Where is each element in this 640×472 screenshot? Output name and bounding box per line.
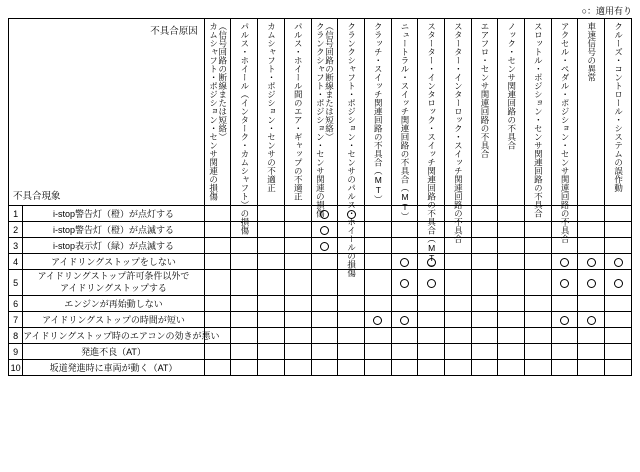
matrix-cell — [444, 312, 471, 328]
row-number: 2 — [9, 222, 23, 238]
matrix-cell — [578, 206, 605, 222]
matrix-cell — [525, 312, 552, 328]
matrix-cell — [498, 296, 525, 312]
matrix-cell — [311, 270, 338, 296]
cause-header-13 — [525, 19, 552, 218]
matrix-cell — [364, 296, 391, 312]
cause-header-label: スターター・インタロック・スイッチ関連回路の不具合（MT） — [426, 22, 437, 272]
matrix-cell — [525, 270, 552, 296]
matrix-cell — [498, 254, 525, 270]
applicable-circle-icon — [373, 316, 382, 325]
matrix-cell — [605, 296, 632, 312]
cause-header-5 — [311, 19, 338, 218]
matrix-cell — [284, 312, 311, 328]
matrix-cell — [605, 206, 632, 222]
matrix-cell — [418, 344, 445, 360]
matrix-cell — [284, 270, 311, 296]
cause-header-8 — [391, 19, 418, 221]
matrix-cell — [258, 254, 285, 270]
matrix-cell — [498, 360, 525, 376]
applicable-circle-icon — [400, 316, 409, 325]
matrix-cell — [498, 270, 525, 296]
matrix-cell — [525, 344, 552, 360]
matrix-cell — [258, 360, 285, 376]
matrix-cell — [498, 328, 525, 344]
table-header-row — [9, 19, 632, 206]
table-row — [9, 296, 632, 312]
matrix-cell — [311, 312, 338, 328]
applicable-circle-icon — [320, 226, 329, 235]
cause-header-4 — [284, 19, 311, 206]
matrix-cell — [498, 206, 525, 222]
matrix-cell — [338, 328, 365, 344]
matrix-cell — [471, 270, 498, 296]
row-number: 8 — [9, 328, 23, 344]
matrix-cell — [444, 328, 471, 344]
cause-header-9 — [418, 19, 445, 272]
matrix-cell — [204, 312, 231, 328]
matrix-cell — [578, 344, 605, 360]
symptom-line: アイドリングストップする — [60, 282, 167, 293]
matrix-cell — [258, 296, 285, 312]
matrix-cell — [391, 222, 418, 238]
matrix-cell — [418, 270, 445, 296]
matrix-cell — [284, 296, 311, 312]
cause-header-label: アクセル・ペダル・ポジション・センサ関連回路の不具合 — [560, 22, 571, 243]
matrix-cell — [338, 360, 365, 376]
matrix-cell — [391, 296, 418, 312]
matrix-cell — [578, 360, 605, 376]
matrix-cell — [525, 360, 552, 376]
matrix-cell — [525, 328, 552, 344]
symptom-label: 坂道発進時に車両が動く（AT） — [23, 360, 204, 376]
cause-header-label: クランクシャフト・ポジション・センサ関連の損傷 — [315, 22, 326, 218]
cause-header-label: クラッチ・スイッチ関連回路の不具合（MT） — [373, 22, 384, 204]
matrix-cell — [391, 360, 418, 376]
matrix-cell — [525, 254, 552, 270]
matrix-cell — [605, 328, 632, 344]
matrix-cell — [471, 238, 498, 254]
matrix-cell — [551, 360, 578, 376]
matrix-cell — [578, 312, 605, 328]
cause-header-12 — [498, 19, 525, 206]
matrix-cell — [578, 222, 605, 238]
applicable-circle-icon — [614, 279, 623, 288]
applicable-circle-icon — [587, 258, 596, 267]
cause-header-label: クルーズ・コントロール・システムの誤作動 — [613, 22, 624, 192]
matrix-cell — [418, 296, 445, 312]
matrix-cell — [471, 206, 498, 222]
cause-header-1 — [204, 19, 231, 206]
applicable-circle-icon — [587, 316, 596, 325]
matrix-cell — [284, 206, 311, 222]
matrix-cell — [258, 344, 285, 360]
matrix-cell — [551, 344, 578, 360]
table-row — [9, 254, 632, 270]
matrix-cell — [525, 222, 552, 238]
matrix-cell — [498, 344, 525, 360]
matrix-cell — [364, 312, 391, 328]
matrix-cell — [204, 222, 231, 238]
cause-header-label: 車速信号の異常 — [586, 22, 597, 82]
matrix-cell — [391, 328, 418, 344]
cause-header-label: スロットル・ポジション・センサ関連回路の不具合 — [533, 22, 544, 218]
matrix-cell — [258, 206, 285, 222]
matrix-cell — [605, 312, 632, 328]
table-row — [9, 360, 632, 376]
applicable-circle-icon — [614, 258, 623, 267]
symptom-line: アイドリングストップ許可条件以外で — [37, 271, 190, 282]
matrix-cell — [551, 254, 578, 270]
applicable-circle-icon — [400, 279, 409, 288]
matrix-cell — [231, 270, 258, 296]
matrix-cell — [471, 312, 498, 328]
matrix-cell — [311, 238, 338, 254]
row-number: 10 — [9, 360, 23, 376]
symptom-label: エンジンが再始動しない — [23, 296, 204, 312]
symptom-label: i-stop警告灯（橙）が点滅する — [23, 222, 204, 238]
matrix-cell — [578, 254, 605, 270]
symptom-label: i-stop表示灯（緑）が点滅する — [23, 238, 204, 254]
matrix-cell — [284, 222, 311, 238]
matrix-cell — [471, 222, 498, 238]
table-row — [9, 222, 632, 238]
matrix-cell — [231, 328, 258, 344]
matrix-cell — [605, 360, 632, 376]
cause-header-6 — [338, 19, 365, 277]
matrix-cell — [258, 238, 285, 254]
matrix-cell — [418, 360, 445, 376]
row-number: 4 — [9, 254, 23, 270]
row-number: 7 — [9, 312, 23, 328]
cause-header-3 — [258, 19, 285, 206]
matrix-cell — [311, 344, 338, 360]
symptom-label: アイドリングストップの時間が短い — [23, 312, 204, 328]
matrix-cell — [338, 312, 365, 328]
matrix-cell — [444, 296, 471, 312]
row-number: 5 — [9, 270, 23, 296]
matrix-cell — [605, 254, 632, 270]
cause-header-label: カムシャフト・ポジション・センサの不適正 — [266, 22, 277, 192]
cause-header-label: カムシャフト・ポジション・センサ関連の損傷 — [208, 22, 219, 201]
fault-matrix-table — [8, 18, 632, 376]
matrix-cell — [391, 254, 418, 270]
matrix-cell — [258, 270, 285, 296]
cause-header-15 — [578, 19, 605, 206]
matrix-cell — [605, 344, 632, 360]
cause-header-10 — [444, 19, 471, 243]
matrix-cell — [311, 222, 338, 238]
matrix-cell — [578, 270, 605, 296]
cause-header-14 — [551, 19, 578, 243]
matrix-cell — [364, 360, 391, 376]
matrix-cell — [231, 296, 258, 312]
table-row — [9, 328, 632, 344]
matrix-cell — [418, 312, 445, 328]
matrix-cell — [525, 296, 552, 312]
matrix-cell — [231, 360, 258, 376]
applicable-circle-icon — [427, 279, 436, 288]
matrix-cell — [284, 328, 311, 344]
matrix-cell — [525, 238, 552, 254]
cause-header-label: （信号回路の断線または短絡） — [217, 22, 228, 141]
matrix-cell — [578, 296, 605, 312]
cause-header-label: ノック・センサ関連回路の不具合 — [506, 22, 517, 150]
applicable-circle-icon — [320, 242, 329, 251]
matrix-cell — [204, 270, 231, 296]
matrix-cell — [444, 270, 471, 296]
cause-header-16 — [605, 19, 632, 206]
matrix-cell — [231, 238, 258, 254]
row-number: 1 — [9, 206, 23, 222]
matrix-cell — [204, 206, 231, 222]
matrix-cell — [551, 312, 578, 328]
matrix-cell — [364, 206, 391, 222]
matrix-cell — [578, 328, 605, 344]
matrix-cell — [551, 328, 578, 344]
matrix-cell — [391, 344, 418, 360]
matrix-cell — [391, 270, 418, 296]
cause-header-11 — [471, 19, 498, 206]
matrix-cell — [284, 360, 311, 376]
matrix-cell — [471, 328, 498, 344]
table-row — [9, 238, 632, 254]
matrix-cell — [364, 254, 391, 270]
matrix-cell — [231, 344, 258, 360]
row-number: 3 — [9, 238, 23, 254]
matrix-cell — [284, 238, 311, 254]
row-number: 9 — [9, 344, 23, 360]
matrix-cell — [364, 270, 391, 296]
matrix-cell — [391, 238, 418, 254]
symptom-label: i-stop警告灯（橙）が点灯する — [23, 206, 204, 222]
cause-header-2 — [231, 19, 258, 235]
table-row — [9, 270, 632, 296]
matrix-cell — [471, 296, 498, 312]
table-row — [9, 312, 632, 328]
matrix-cell — [231, 254, 258, 270]
symptom-title: 不具合現象 — [13, 191, 61, 202]
cause-header-label: （信号回路の断線または短絡） — [324, 22, 335, 141]
cause-title: 不具合原因 — [150, 26, 198, 37]
cause-header-label: エアフロ・センサ関連回路の不具合 — [480, 22, 491, 158]
matrix-cell — [204, 296, 231, 312]
row-number: 6 — [9, 296, 23, 312]
matrix-cell — [258, 312, 285, 328]
matrix-cell — [204, 360, 231, 376]
matrix-cell — [605, 238, 632, 254]
matrix-cell — [498, 238, 525, 254]
matrix-cell — [311, 296, 338, 312]
matrix-cell — [471, 254, 498, 270]
matrix-cell — [605, 222, 632, 238]
matrix-cell — [284, 344, 311, 360]
matrix-cell — [498, 222, 525, 238]
cause-header-label: スターター・インターロック・スイッチ関連回路の不具合 — [453, 22, 464, 243]
matrix-cell — [284, 254, 311, 270]
applicable-circle-icon — [587, 279, 596, 288]
matrix-cell — [364, 344, 391, 360]
matrix-cell — [444, 344, 471, 360]
matrix-cell — [551, 296, 578, 312]
matrix-cell — [258, 328, 285, 344]
matrix-cell — [605, 270, 632, 296]
matrix-cell — [311, 360, 338, 376]
matrix-cell — [364, 238, 391, 254]
applicable-circle-icon — [560, 258, 569, 267]
matrix-cell — [391, 312, 418, 328]
matrix-cell — [444, 360, 471, 376]
matrix-cell — [311, 254, 338, 270]
matrix-cell — [364, 328, 391, 344]
cause-header-7 — [364, 19, 391, 206]
matrix-cell — [498, 312, 525, 328]
matrix-cell — [578, 238, 605, 254]
header-corner-cell — [9, 19, 205, 206]
cause-header-label: クランクシャフト・ポジション・センサのパルス・ホイールの損傷 — [346, 22, 357, 277]
cause-header-label: パルス・ホイール（インターク・カムシャフト）の損傷 — [239, 22, 250, 235]
legend-text: ○：適用有り — [581, 6, 632, 16]
matrix-cell — [364, 222, 391, 238]
matrix-cell — [338, 296, 365, 312]
matrix-cell — [444, 254, 471, 270]
symptom-label: アイドリングストップをしない — [23, 254, 204, 270]
applicable-circle-icon — [560, 316, 569, 325]
matrix-cell — [258, 222, 285, 238]
applicable-circle-icon — [560, 279, 569, 288]
matrix-cell — [204, 344, 231, 360]
matrix-cell — [204, 254, 231, 270]
table-row — [9, 344, 632, 360]
cause-header-label: ニュートラル・スイッチ関連回路の不具合（MT） — [399, 22, 410, 221]
symptom-label: 発進不良（AT） — [23, 344, 204, 360]
matrix-cell — [471, 360, 498, 376]
symptom-label — [23, 270, 204, 296]
matrix-cell — [338, 344, 365, 360]
applicable-circle-icon — [400, 258, 409, 267]
matrix-cell — [418, 328, 445, 344]
matrix-cell — [471, 344, 498, 360]
matrix-cell — [231, 312, 258, 328]
matrix-cell — [551, 270, 578, 296]
symptom-label: アイドリングストップ時のエアコンの効きが悪い — [23, 328, 204, 344]
cause-header-label: パルス・ホイール間のエア・ギャップの不適正 — [293, 22, 304, 201]
matrix-cell — [204, 238, 231, 254]
matrix-cell — [311, 328, 338, 344]
